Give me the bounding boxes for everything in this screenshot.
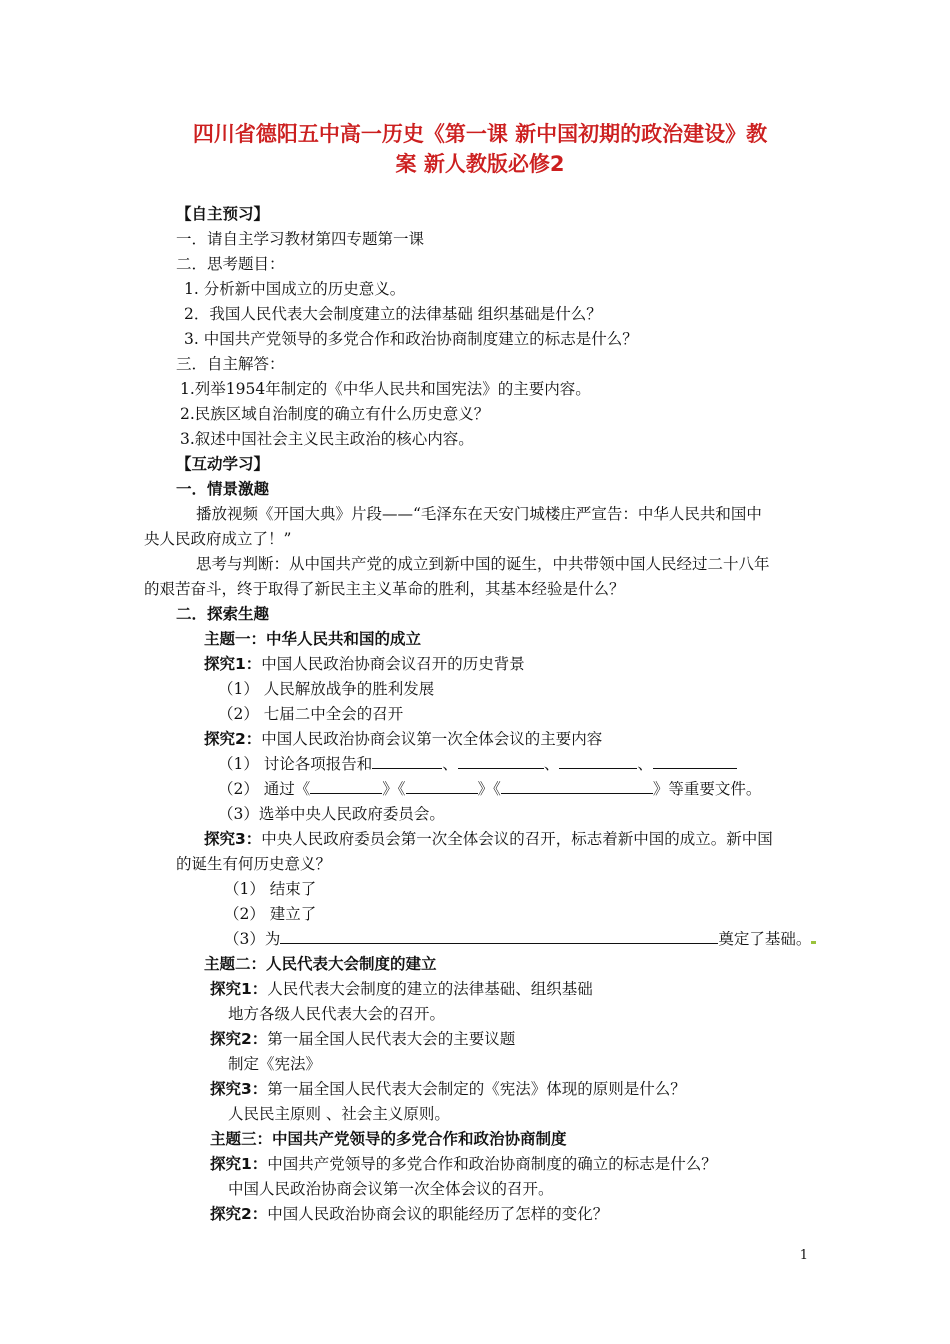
inquiry-text: 中国人民政治协商会议第一次全体会议的主要内容 (261, 730, 603, 748)
inquiry-label: 探究1： (204, 655, 262, 673)
inquiry-answer: 地方各级人民代表大会的召开。 (228, 1005, 446, 1023)
question-item: 2．我国人民代表大会制度建立的法律基础 组织基础是什么？ (184, 305, 602, 323)
scenario-paragraph-line: 央人民政府成立了！” (144, 530, 292, 548)
blank-line[interactable] (559, 753, 637, 769)
list-item: （2） 建立了 (224, 905, 317, 923)
inquiry-answer: 中国人民政治协商会议第一次全体会议的召开。 (228, 1180, 554, 1198)
inquiry-continuation: 的诞生有何历史意义？ (176, 855, 332, 873)
reflection-paragraph-line: 的艰苦奋斗，终于取得了新民主主义革命的胜利，其基本经验是什么？ (144, 580, 625, 598)
blank-line[interactable] (653, 753, 737, 769)
topic-title: 主题一：中华人民共和国的成立 (204, 630, 422, 648)
topic-title: 主题三：中国共产党领导的多党合作和政治协商制度 (210, 1130, 567, 1148)
inquiry-text: 中央人民政府委员会第一次全体会议的召开，标志着新中国的成立。新中国 (261, 830, 773, 848)
answer-item: 2.民族区域自治制度的确立有什么历史意义？ (180, 405, 490, 423)
inquiry-label: 探究1： (210, 980, 268, 998)
topic-title: 主题二：人民代表大会制度的建立 (204, 955, 437, 973)
marker-icon (811, 941, 816, 944)
inquiry-label: 探究1： (210, 1155, 268, 1173)
blank-line[interactable] (310, 778, 382, 794)
blank-line[interactable] (280, 928, 718, 944)
inquiry-label: 探究3： (210, 1080, 268, 1098)
inquiry-line (204, 653, 525, 675)
inquiry-answer: 制定《宪法》 (228, 1055, 322, 1073)
scenario-paragraph-line: 播放视频《开国大典》片段——“毛泽东在天安门城楼庄严宣告：中华人民共和国中 (196, 505, 762, 523)
blank-line[interactable] (458, 753, 544, 769)
inquiry-label: 探究3： (204, 830, 262, 848)
list-item: （2） 七届二中全会的召开 (218, 705, 404, 723)
inquiry-label: 探究2： (204, 730, 262, 748)
inquiry-answer: 人民民主原则 、社会主义原则。 (228, 1105, 450, 1123)
self-study-step2: 二．思考题目： (176, 255, 285, 273)
fill-in-item (224, 928, 816, 950)
fill-in-prefix: （3）为 (224, 930, 281, 948)
inquiry-text: 第一届全国人民代表大会制定的《宪法》体现的原则是什么？ (267, 1080, 686, 1098)
inquiry-line (210, 978, 593, 1000)
fill-in-prefix: （1） 讨论各项报告和 (218, 755, 373, 773)
document-title-line2: 案 新人教版必修2 (395, 152, 565, 176)
inquiry-line (210, 1078, 686, 1100)
list-item: （1） 结束了 (224, 880, 317, 898)
self-study-step1: 一．请自主学习教材第四专题第一课 (176, 230, 425, 248)
subsection-title-scenario: 一．情景激趣 (176, 480, 270, 498)
blank-line[interactable] (406, 778, 478, 794)
fill-in-item: （1） 讨论各项报告和 、 、 、 (218, 753, 737, 775)
page-number: 1 (799, 1248, 808, 1263)
question-item: 1. 分析新中国成立的历史意义。 (184, 280, 406, 298)
question-item: 3. 中国共产党领导的多党合作和政治协商制度建立的标志是什么？ (184, 330, 638, 348)
section-heading-interactive: 【互动学习】 (176, 455, 270, 473)
answer-item: 1.列举1954年制定的《中华人民共和国宪法》的主要内容。 (180, 380, 591, 398)
list-item: （3）选举中央人民政府委员会。 (218, 805, 445, 823)
inquiry-text: 人民代表大会制度的建立的法律基础、组织基础 (267, 980, 593, 998)
blank-line[interactable] (501, 778, 653, 794)
section-heading-self-study: 【自主预习】 (176, 205, 270, 223)
inquiry-text: 中国人民政治协商会议召开的历史背景 (261, 655, 525, 673)
inquiry-line (204, 828, 773, 850)
inquiry-line (204, 728, 602, 750)
fill-in-suffix: 》等重要文件。 (652, 780, 762, 798)
inquiry-text: 中国共产党领导的多党合作和政治协商制度的确立的标志是什么？ (267, 1155, 717, 1173)
inquiry-text: 第一届全国人民代表大会的主要议题 (267, 1030, 516, 1048)
list-item: （1） 人民解放战争的胜利发展 (218, 680, 435, 698)
inquiry-line (210, 1153, 717, 1175)
subsection-title-explore: 二．探索生趣 (176, 605, 270, 623)
reflection-paragraph-line: 思考与判断：从中国共产党的成立到新中国的诞生，中共带领中国人民经过二十八年 (196, 555, 770, 573)
document-title-line1: 四川省德阳五中高一历史《第一课 新中国初期的政治建设》教 (192, 122, 768, 146)
fill-in-item: （2） 通过《 》《 》《 》等重要文件。 (218, 780, 762, 798)
fill-in-suffix: 奠定了基础。 (718, 930, 812, 948)
inquiry-label: 探究2： (210, 1030, 268, 1048)
inquiry-line (210, 1028, 515, 1050)
inquiry-text: 中国人民政治协商会议的职能经历了怎样的变化？ (267, 1205, 609, 1223)
self-study-step3: 三．自主解答： (176, 355, 285, 373)
inquiry-label: 探究2： (210, 1205, 268, 1223)
inquiry-line (210, 1203, 608, 1225)
answer-item: 3.叙述中国社会主义民主政治的核心内容。 (180, 430, 474, 448)
fill-in-prefix: （2） 通过《 (218, 780, 311, 798)
blank-line[interactable] (372, 753, 442, 769)
